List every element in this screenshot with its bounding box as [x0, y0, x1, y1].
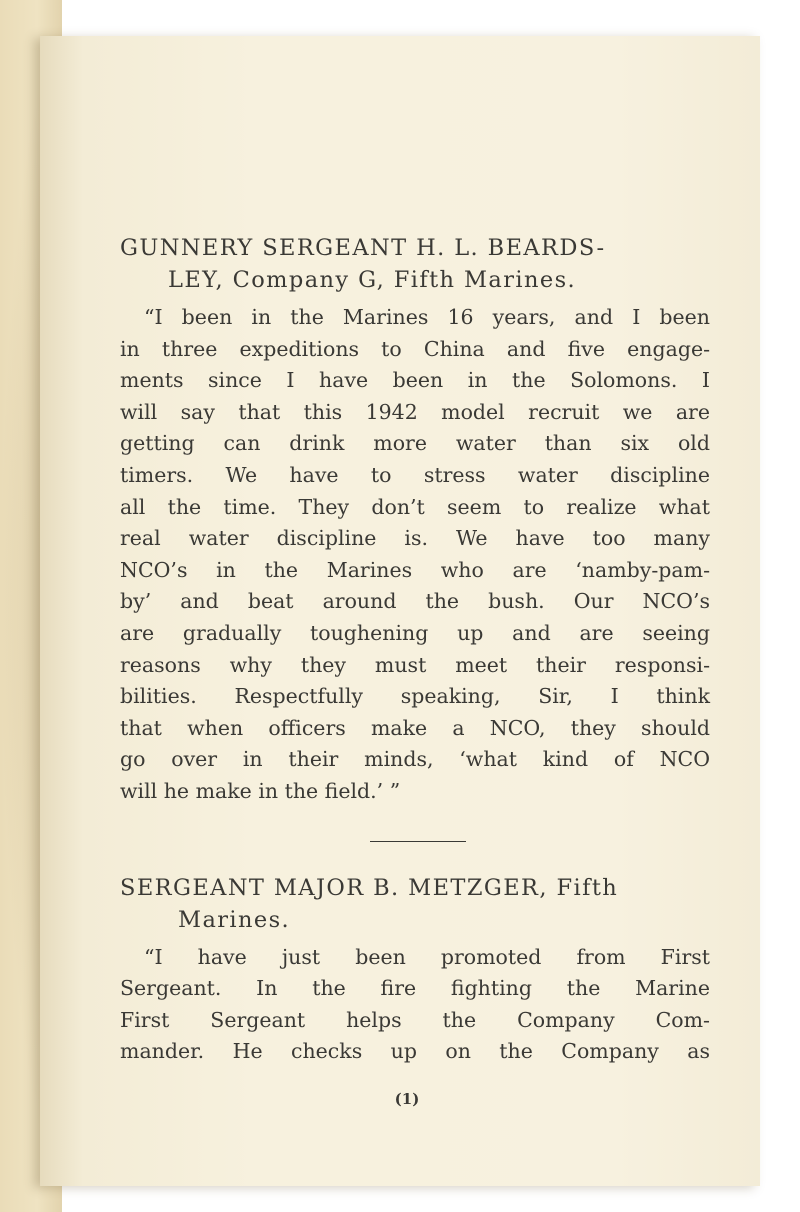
paragraph-line: all the time. They don’t seem to realize what [120, 494, 710, 519]
paragraph-line: will he make in the field.’ ” [120, 778, 401, 803]
paragraph-1 [120, 302, 710, 808]
paragraph-line: reasons why they must meet their responsi- [120, 652, 710, 677]
section-2 [120, 872, 710, 1068]
paragraph-line: that when officers make a NCO, they should [120, 715, 710, 740]
paragraph-line: are gradually toughening up and are seeing [120, 620, 710, 645]
page-number: (1) [394, 1090, 420, 1108]
heading-1-line-1: GUNNERY SERGEANT H. L. BEARDS- [120, 235, 606, 261]
heading-1-line-2: LEY, Company G, Fifth Marines. [168, 267, 577, 293]
paragraph-line: “I been in the Marines 16 years, and I been [144, 305, 710, 329]
paragraph-line: in three expeditions to China and five engage- [120, 336, 710, 361]
paragraph-line: First Sergeant helps the Company Com- [120, 1007, 710, 1032]
paragraph-line: timers. We have to stress water discipline [120, 462, 710, 487]
heading-2-line-1: SERGEANT MAJOR B. METZGER, Fifth [120, 874, 619, 901]
paragraph-line: mander. He checks up on the Company as [120, 1039, 710, 1064]
paragraph-2 [120, 942, 710, 1068]
heading-2-line-2: Marines. [178, 906, 291, 933]
paragraph-line: will say that this 1942 model recruit we are [120, 399, 710, 424]
paragraph-line: Sergeant. In the fire fighting the Marine [120, 976, 710, 1001]
page-text [120, 232, 710, 1068]
paragraph-line: by’ and beat around the bush. Our NCO’s [120, 589, 710, 614]
paragraph-line: ments since I have been in the Solomons. I [120, 368, 710, 393]
paragraph-line: NCO’s in the Marines who are ‘namby-pam- [120, 557, 710, 582]
paragraph-line: “I have just been promoted from First [144, 944, 710, 969]
section-divider [370, 841, 466, 842]
paragraph-line: getting can drink more water than six old [120, 431, 710, 456]
paragraph-line: go over in their minds, ‘what kind of NCO [120, 747, 710, 772]
paragraph-line: real water discipline is. We have too many [120, 526, 710, 551]
paragraph-line: bilities. Respectfully speaking, Sir, I think [120, 684, 710, 709]
